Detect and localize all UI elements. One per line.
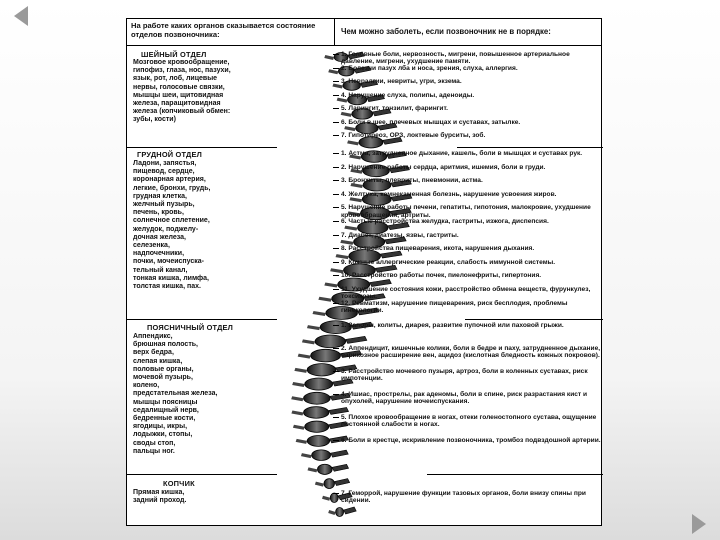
disease-item-thoracic: 7. Диабет, диатезы, язвы, гастриты. [341, 232, 603, 239]
leader-line [333, 371, 339, 372]
transverse-process [292, 382, 305, 387]
leader-line [333, 289, 339, 290]
leader-line [333, 440, 339, 441]
leader-line [333, 81, 339, 82]
spinous-process [346, 336, 367, 343]
divider-right-2 [465, 319, 603, 320]
leader-line [333, 153, 339, 154]
leader-line [333, 262, 339, 263]
disease-item-thoracic: 9. Кожные аллергические реакции, слабость иммунной системы. [341, 259, 603, 266]
divider-right-1 [457, 147, 603, 148]
leader-line [333, 122, 339, 123]
leader-line [333, 95, 339, 96]
leader-line [333, 417, 339, 418]
transverse-process [301, 453, 312, 458]
section-title-coccyx: КОПЧИК [163, 479, 195, 488]
leader-line [333, 275, 339, 276]
spine-chart-document [126, 18, 602, 526]
transverse-process [341, 112, 352, 117]
transverse-process [315, 482, 324, 487]
header-diseases-column: Чем можно заболеть, если позвоночник не в порядке: [341, 27, 551, 36]
leader-line [333, 135, 339, 136]
header-organs-column: На работе каких органов сказывается состояние отделов позвоночника: [131, 21, 316, 39]
disease-item-thoracic: 2. Нарушение работы сердца, аритмия, ишемия, боли в груди. [341, 164, 603, 171]
organs-lumbar: Аппендикс, брюшная полость, верх бедра, слепая кишка, половые органы, мочевой пузырь, колено, предстательная железа, мышцы поясницы седалищный нерв, бедренные кости, ягодицы, икры, лодыжки, стопы, своды стоп, пальцы ног. [133, 333, 218, 455]
transverse-process [312, 311, 325, 316]
leader-line [333, 194, 339, 195]
vertebra [336, 508, 344, 517]
disease-item-thoracic: 1. Астма, затрудненное дыхание, кашель, боли в мышцах и суставах рук. [341, 150, 603, 157]
disease-item-thoracic: 8. Расстройства пищеварения, икота, нарушения дыхания. [341, 245, 603, 252]
vertebra [312, 450, 331, 461]
leader-line [333, 493, 339, 494]
disease-item-cervical: 3. Невралгии, невриты, угри, экзема. [341, 78, 603, 85]
disease-item-thoracic: 4. Желтуха, камнекаменная болезнь, нарушение усвоения жиров. [341, 191, 603, 198]
vertebra [311, 349, 341, 362]
transverse-process [344, 126, 355, 131]
leader-line [333, 303, 339, 304]
vertebra [305, 378, 333, 390]
disease-item-thoracic: 10. Расстройство работы почек, пиелонефриты, гипертония. [341, 272, 603, 279]
disease-item-thoracic: 11. Ухудшение состояния кожи, расстройство обмена веществ, фурункулез, токсикозы. [341, 286, 603, 300]
vertebra [307, 435, 329, 446]
transverse-process [328, 69, 338, 74]
transverse-process [294, 368, 307, 373]
leader-line [333, 394, 339, 395]
leader-line [333, 221, 339, 222]
leader-line [333, 68, 339, 69]
transverse-process [302, 339, 315, 344]
vertebra [305, 421, 329, 432]
transverse-process [344, 226, 357, 231]
disease-item-cervical: 6. Боли в шее, плечевых мышцах и суставах, затылке. [341, 119, 603, 126]
spinous-process [331, 450, 349, 457]
leader-line [333, 248, 339, 249]
transverse-process [307, 325, 320, 330]
disease-item-cervical: 5. Ларингит, тонзилит, фарингит. [341, 105, 603, 112]
disease-item-lumbar: 2. Аппендицит, кишечные колики, боли в бедре и паху, затрудненное дыхание, варикозное расширение вен, ацидоз (кислотная бледность кожных покровов). [341, 345, 603, 359]
disease-item-lumbar: 6. Боли в крестце, искривление позвоночника, тромбоз подвздошной артерии. [341, 437, 603, 444]
vertebra [317, 464, 332, 474]
vertebra [304, 407, 329, 419]
disease-item-thoracic: 5. Нарушение работы печени, гепатиты, гипотония, малокровие, ухудшение кровообращения, артриты. [341, 204, 603, 218]
transverse-process [328, 510, 335, 515]
disease-item-lumbar: 5. Плохое кровообращение в ногах, отеки голеностопного сустава, ощущение постоянной слабости в ногах. [341, 414, 603, 428]
disease-item-thoracic: 3. Бронхиты, плевриты, пневмонии, астма. [341, 177, 603, 184]
table-header [127, 19, 601, 46]
disease-item-thoracic: 6. Частые расстройства желудка, гастриты, изжога, диспепсия. [341, 218, 603, 225]
transverse-process [296, 439, 307, 444]
organs-coccyx: Прямая кишка, задний проход. [133, 489, 187, 505]
section-title-cervical: ШЕЙНЫЙ ОТДЕЛ [141, 50, 207, 59]
section-title-thoracic: ГРУДНОЙ ОТДЕЛ [137, 150, 203, 159]
divider-cervical-thoracic [127, 147, 277, 148]
organs-cervical: Мозговое кровообращение, гипофиз, глаза, нос, пазухи, язык, рот, лоб, лицевые нервы, голосовые связки, мышцы шеи, щитовидная железа, паращитовидная железа (копчиковый обмен: зубы, кости) [133, 59, 231, 124]
transverse-process [293, 425, 305, 430]
disease-item-cervical: 7. Гипотиреоз, ОРЗ, локтевые бурситы, зоб. [341, 132, 603, 139]
transverse-process [324, 55, 334, 60]
transverse-process [318, 297, 331, 302]
spinous-process [335, 479, 350, 486]
vertebra [304, 392, 331, 404]
divider-lumbar-coccyx [127, 474, 277, 475]
leader-line [333, 207, 339, 208]
organs-thoracic: Ладони, запястья, пищевод, сердце, коронарная артерия, легкие, бронхи, грудь, грудная клетка, желчный пузырь, печень, кровь, солнечное сплетение, желудок, поджелу- дочная железа, селезенка, надпочечники, почки, мочеиспуска- тельный канал, тонкая кишка, лимфа, толстая кишка, пах. [133, 160, 211, 291]
vertebra [307, 364, 336, 376]
spinous-process [332, 464, 348, 471]
disease-item-cervical: 2. Болезни пазух лба и носа, зрения, слуха, аллергия. [341, 65, 603, 72]
leader-line [333, 348, 339, 349]
leader-line [333, 235, 339, 236]
section-title-lumbar: ПОЯСНИЧНЫЙ ОТДЕЛ [147, 323, 234, 332]
leader-line [333, 54, 339, 55]
leader-line [333, 167, 339, 168]
disease-item-coccyx: 7. Геморрой, нарушение функции тазовых органов, боли внизу спины при сидении. [341, 490, 603, 504]
header-divider [334, 19, 335, 45]
disease-item-lumbar: 3. Расстройство мочевого пузыря, артроз, боли в коленных суставах, риск импотенции. [341, 368, 603, 382]
disease-item-lumbar: 1. Запоры, колиты, диарея, развитие пупочной или паховой грыжи. [341, 322, 603, 329]
disease-item-cervical: 1. Головные боли, нервозность, мигрени, повышенное артериальное давление, мигрени, ухудшение памяти. [341, 51, 603, 65]
transverse-process [307, 467, 317, 472]
vertebra [330, 493, 338, 502]
transverse-process [324, 283, 337, 288]
divider-thoracic-lumbar [127, 319, 277, 320]
leader-line [333, 180, 339, 181]
vertebra [324, 479, 335, 489]
leader-line [333, 325, 339, 326]
transverse-process [291, 410, 303, 415]
disease-item-thoracic: 12. Ревматизм, нарушение пищеварения, риск бесплодия, проблемы гинекологии. [341, 300, 603, 314]
leader-line [333, 108, 339, 109]
transverse-process [298, 354, 311, 359]
decorative-arrow-left [14, 6, 28, 26]
transverse-process [291, 396, 303, 401]
disease-item-cervical: 4. Нарушение слуха, полипы, аденоиды. [341, 92, 603, 99]
decorative-arrow-right [692, 514, 706, 534]
disease-item-lumbar: 4. Ишиас, прострелы, рак аденомы, боли в спине, риск разрастания кист и опухолей, нарушение мочеиспускания. [341, 391, 603, 405]
transverse-process [322, 496, 330, 501]
spinous-process [344, 507, 357, 514]
transverse-process [347, 140, 359, 145]
